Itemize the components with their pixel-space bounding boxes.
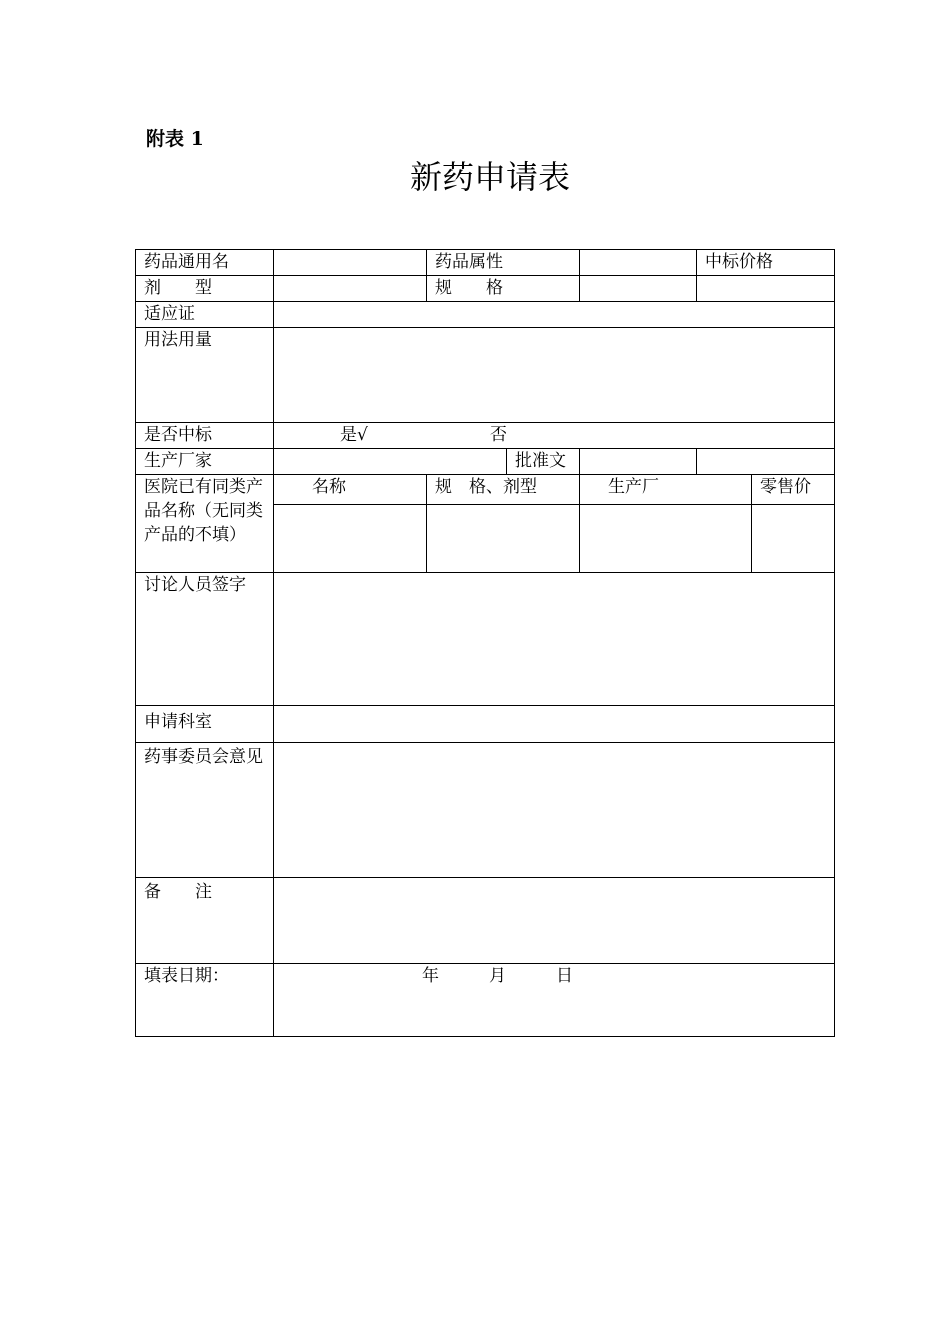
- committee-opinion-label: 药事委员会意见: [136, 743, 274, 878]
- usage-label: 用法用量: [136, 328, 274, 423]
- generic-name-field[interactable]: [274, 250, 427, 276]
- approval-no-label: 批准文: [515, 451, 566, 471]
- remarks-label: 备 注: [136, 878, 274, 964]
- winning-price-field[interactable]: [697, 276, 835, 302]
- drug-attribute-field[interactable]: [580, 250, 697, 276]
- row-indication: [136, 302, 835, 328]
- usage-field[interactable]: [274, 328, 835, 423]
- col-spec-form-header: 规 格、剂型: [427, 475, 580, 505]
- date-day: 日: [556, 966, 573, 986]
- fill-date-label: 填表日期：: [136, 964, 274, 1037]
- bid-won-label: 是否中标: [136, 423, 274, 449]
- fill-date-field[interactable]: [274, 964, 835, 1037]
- dosage-form-field[interactable]: [274, 276, 427, 302]
- specification-field[interactable]: [580, 276, 697, 302]
- committee-opinion-field[interactable]: [274, 743, 835, 878]
- manufacturer-field[interactable]: [274, 449, 580, 475]
- row-existing-header: [136, 475, 835, 505]
- existing-name-field[interactable]: [274, 505, 427, 573]
- dosage-form-label: 剂 型: [136, 276, 274, 302]
- winning-price-label: 中标价格: [697, 250, 835, 276]
- row-discussion: [136, 573, 835, 706]
- annex-label: 附表 1: [146, 128, 204, 150]
- bid-no-option[interactable]: 否: [490, 425, 507, 445]
- existing-price-field[interactable]: [752, 505, 835, 573]
- row-fill-date: [136, 964, 835, 1037]
- bid-yes-option[interactable]: 是√: [340, 425, 368, 445]
- row-dosage-form: [136, 276, 835, 302]
- existing-manufacturer-field[interactable]: [580, 505, 752, 573]
- col-name-header: 名称: [274, 475, 427, 505]
- applying-dept-field[interactable]: [274, 706, 835, 743]
- existing-spec-field[interactable]: [427, 505, 580, 573]
- row-usage: [136, 328, 835, 423]
- discussion-signature-field[interactable]: [274, 573, 835, 706]
- application-form-table: [135, 249, 835, 1037]
- approval-no-extra-field[interactable]: [697, 449, 835, 475]
- bid-won-options[interactable]: [274, 423, 835, 449]
- remarks-field[interactable]: [274, 878, 835, 964]
- col-manufacturer-header: 生产厂: [580, 475, 752, 505]
- col-retail-price-header: 零售价: [752, 475, 835, 505]
- row-manufacturer: [136, 449, 835, 475]
- indication-label: 适应证: [136, 302, 274, 328]
- date-year: 年: [422, 966, 439, 986]
- drug-attribute-label: 药品属性: [427, 250, 580, 276]
- discussion-signature-label: 讨论人员签字: [136, 573, 274, 706]
- approval-no-field[interactable]: [580, 449, 697, 475]
- row-applying-dept: [136, 706, 835, 743]
- row-generic-name: [136, 250, 835, 276]
- row-committee-opinion: [136, 743, 835, 878]
- indication-field[interactable]: [274, 302, 835, 328]
- page-title: 新药申请表: [409, 158, 570, 196]
- generic-name-label: 药品通用名: [136, 250, 274, 276]
- manufacturer-label: 生产厂家: [136, 449, 274, 475]
- row-bid-won: [136, 423, 835, 449]
- existing-products-label: 医院已有同类产品名称（无同类产品的不填）: [136, 475, 274, 573]
- specification-label: 规 格: [427, 276, 580, 302]
- row-remarks: [136, 878, 835, 964]
- date-month: 月: [489, 966, 506, 986]
- applying-dept-label: 申请科室: [136, 706, 274, 743]
